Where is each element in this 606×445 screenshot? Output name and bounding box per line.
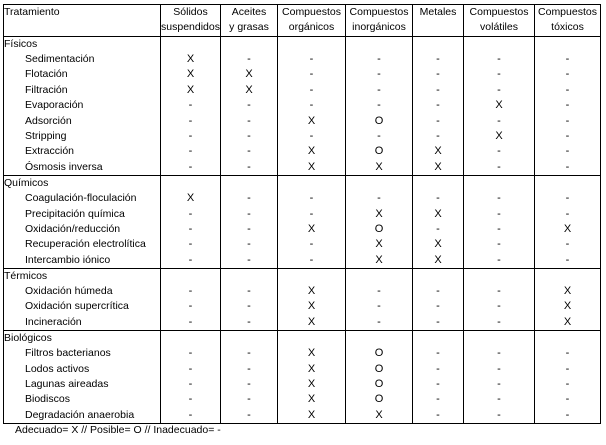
treatment-table (3, 4, 601, 424)
group-block (4, 331, 601, 424)
suitability-mark: - (188, 129, 193, 142)
suitability-mark: - (247, 160, 251, 173)
group-spacer (346, 176, 412, 191)
suitability-mark: - (188, 114, 193, 127)
suitability-mark: - (565, 99, 570, 112)
suitability-mark: - (309, 238, 314, 251)
suitability-mark: - (497, 408, 501, 421)
group-spacer (346, 331, 412, 346)
treatment-name: Filtros bacterianos (25, 347, 111, 360)
header-label-line: Compuestos (538, 6, 597, 18)
header-solidos-suspendidos (161, 5, 221, 37)
group-spacer (535, 269, 600, 284)
suitability-mark: X (563, 222, 572, 235)
suitability-mark: X (307, 378, 316, 391)
suitability-mark: O (374, 114, 384, 127)
header-label-line: volátiles (480, 21, 518, 34)
group-spacer (221, 331, 277, 346)
suitability-mark: - (436, 53, 440, 65)
suitability-mark: - (309, 207, 314, 220)
suitability-mark: X (186, 192, 195, 205)
suitability-mark: - (497, 192, 501, 205)
header-compuestos-inorganicos (346, 5, 413, 37)
treatment-name: Filtración (25, 83, 68, 96)
group-spacer (278, 331, 345, 346)
value-column-cell (535, 331, 601, 424)
group-title: Físicos (4, 38, 38, 50)
suitability-mark: - (497, 68, 501, 81)
value-column-cell (464, 37, 535, 176)
value-column-cell (346, 269, 413, 331)
group-spacer (346, 37, 412, 52)
suitability-mark: X (307, 362, 316, 375)
value-column-cell (278, 331, 346, 424)
group-title: Térmicos (4, 270, 48, 283)
header-compuestos-volatiles (464, 5, 535, 37)
suitability-mark: - (565, 129, 570, 142)
suitability-mark: - (377, 53, 381, 65)
value-column-cell (535, 176, 601, 269)
suitability-mark: X (245, 68, 253, 81)
header-label-line: Compuestos (349, 6, 409, 18)
group-spacer (413, 176, 463, 191)
value-column-cell (464, 331, 535, 424)
suitability-mark: X (375, 238, 383, 251)
suitability-mark: - (247, 207, 251, 220)
header-label-line: orgánicos (288, 21, 335, 34)
value-column-cell (161, 176, 221, 269)
group-spacer (278, 176, 345, 191)
suitability-mark: X (307, 145, 316, 158)
suitability-mark: - (377, 192, 381, 205)
group-spacer (221, 176, 277, 191)
suitability-mark: X (307, 285, 316, 298)
value-column-cell (221, 269, 278, 331)
suitability-mark: - (436, 300, 440, 313)
suitability-mark: X (375, 253, 383, 266)
suitability-mark: - (565, 378, 570, 391)
header-label-line: tóxicos (551, 21, 584, 34)
group-title: Biológicos (4, 332, 52, 345)
group-block (4, 176, 601, 269)
suitability-mark: - (309, 99, 314, 112)
treatment-name: Precipitación química (25, 207, 125, 220)
suitability-mark: - (309, 129, 314, 142)
value-column-cell (413, 37, 464, 176)
value-column-cell (535, 269, 601, 331)
group-name-cell (4, 269, 161, 331)
group-name-cell (4, 176, 161, 269)
header-label-line: Compuestos (469, 6, 529, 18)
group-spacer (346, 269, 412, 284)
suitability-mark: X (495, 129, 503, 142)
group-spacer (464, 331, 534, 346)
suitability-mark: O (374, 222, 384, 235)
header-label-line: Aceites (231, 6, 267, 18)
treatment-name: Lagunas aireadas (25, 378, 109, 391)
suitability-mark: - (565, 393, 570, 406)
value-column-cell (278, 269, 346, 331)
suitability-mark: - (497, 160, 501, 173)
suitability-mark: - (436, 129, 440, 142)
suitability-mark: X (307, 408, 316, 421)
treatment-name: Evaporación (25, 99, 84, 112)
header-compuestos-toxicos (535, 5, 601, 37)
group-spacer (278, 37, 345, 52)
treatment-name: Sedimentación (25, 53, 95, 65)
suitability-mark: X (434, 253, 442, 266)
suitability-mark: - (309, 53, 314, 65)
header-label-line: Compuestos (282, 6, 341, 18)
suitability-mark: X (307, 222, 316, 235)
value-column-cell (346, 37, 413, 176)
suitability-mark: X (375, 408, 383, 421)
suitability-mark: - (247, 347, 251, 360)
suitability-mark: - (188, 238, 193, 251)
treatment-name: Biodiscos (25, 393, 70, 406)
suitability-mark: - (188, 285, 193, 298)
value-column-cell (278, 37, 346, 176)
group-spacer (413, 37, 463, 52)
treatment-matrix (3, 4, 601, 424)
value-column-cell (278, 176, 346, 269)
suitability-mark: X (375, 207, 383, 220)
suitability-mark: - (247, 378, 251, 391)
suitability-mark: - (497, 253, 501, 266)
suitability-mark: - (247, 315, 251, 328)
suitability-mark: X (245, 83, 253, 96)
suitability-mark: - (309, 68, 314, 81)
suitability-mark: - (436, 99, 440, 112)
suitability-mark: - (247, 222, 251, 235)
suitability-mark: - (436, 408, 440, 421)
suitability-mark: - (565, 192, 570, 205)
group-name-cell (4, 37, 161, 176)
header-label-line: Metales (419, 6, 457, 18)
group-name-cell (4, 331, 161, 424)
suitability-mark: - (247, 192, 251, 205)
value-column-cell (161, 37, 221, 176)
suitability-mark: - (377, 83, 381, 96)
suitability-mark: - (436, 315, 440, 328)
suitability-mark: - (247, 300, 251, 313)
header-label-line: y grasas (229, 21, 269, 34)
suitability-mark: - (497, 114, 501, 127)
treatment-name: Coagulación-floculación (25, 192, 137, 205)
suitability-mark: - (377, 68, 381, 81)
suitability-mark: - (377, 315, 381, 328)
suitability-mark: - (188, 207, 193, 220)
value-column-cell (346, 176, 413, 269)
treatment-name: Lodos activos (25, 362, 90, 375)
group-spacer (278, 269, 345, 284)
treatment-name: Incineración (25, 315, 82, 328)
suitability-mark: - (309, 83, 314, 96)
header-label-line: Sólidos (173, 6, 208, 18)
suitability-mark: - (247, 238, 251, 251)
header-aceites-grasas (221, 5, 278, 37)
suitability-mark: - (497, 393, 501, 406)
suitability-mark: X (307, 114, 316, 127)
suitability-mark: X (434, 207, 442, 220)
group-spacer (535, 37, 600, 52)
group-spacer (464, 269, 534, 284)
group-spacer (161, 331, 220, 346)
suitability-mark: - (565, 83, 570, 96)
suitability-mark: X (434, 238, 442, 251)
suitability-mark: X (375, 160, 383, 173)
suitability-mark: - (436, 114, 440, 127)
suitability-mark: - (188, 99, 193, 112)
value-column-cell (221, 331, 278, 424)
suitability-mark: - (188, 300, 193, 313)
suitability-mark: - (497, 222, 501, 235)
group-spacer (161, 176, 220, 191)
value-column-cell (346, 331, 413, 424)
treatment-name: Oxidación húmeda (25, 285, 113, 298)
suitability-mark: - (497, 285, 501, 298)
suitability-mark: - (497, 347, 501, 360)
treatment-name: Recuperación electrolítica (25, 238, 146, 251)
treatment-name: Adsorción (25, 114, 72, 127)
suitability-mark: - (565, 160, 570, 173)
suitability-mark: X (563, 285, 572, 298)
suitability-mark: X (307, 300, 316, 313)
treatment-name: Oxidación/reducción (25, 222, 121, 235)
suitability-mark: X (495, 99, 503, 112)
value-column-cell (221, 37, 278, 176)
header-label-line: suspendidos (161, 21, 220, 34)
suitability-mark: - (247, 408, 251, 421)
suitability-mark: - (565, 68, 570, 81)
suitability-mark: - (247, 362, 251, 375)
suitability-mark: X (563, 300, 572, 313)
suitability-mark: X (434, 145, 442, 158)
group-spacer (535, 176, 600, 191)
group-block (4, 269, 601, 331)
value-column-cell (464, 176, 535, 269)
treatment-name: Ósmosis inversa (25, 160, 103, 173)
suitability-mark: - (247, 99, 251, 112)
value-column-cell (464, 269, 535, 331)
suitability-mark: - (436, 285, 440, 298)
suitability-mark: - (188, 347, 193, 360)
suitability-mark: O (374, 145, 384, 158)
suitability-mark: - (565, 253, 570, 266)
treatment-name: Extracción (25, 145, 75, 158)
suitability-mark: - (565, 145, 570, 158)
header-tratamiento (4, 5, 161, 37)
suitability-mark: - (497, 145, 501, 158)
value-column-cell (413, 176, 464, 269)
suitability-mark: X (434, 160, 442, 173)
suitability-mark: - (497, 238, 501, 251)
group-block (4, 37, 601, 176)
suitability-mark: - (377, 300, 381, 313)
suitability-mark: - (565, 207, 570, 220)
suitability-mark: - (497, 207, 501, 220)
group-spacer (413, 331, 463, 346)
value-column-cell (413, 331, 464, 424)
suitability-mark: - (436, 347, 440, 360)
group-spacer (464, 37, 534, 52)
treatment-name: Flotación (25, 68, 68, 81)
suitability-mark: X (307, 347, 316, 360)
suitability-mark: - (247, 393, 251, 406)
suitability-mark: - (497, 362, 501, 375)
suitability-mark: - (436, 192, 440, 205)
value-column-cell (161, 331, 221, 424)
group-spacer (464, 176, 534, 191)
group-spacer (161, 37, 220, 52)
suitability-mark: O (374, 378, 384, 391)
group-spacer (535, 331, 600, 346)
treatment-name: Stripping (25, 129, 67, 142)
matrix-body (4, 37, 601, 424)
suitability-mark: - (565, 238, 570, 251)
suitability-mark: - (188, 378, 193, 391)
suitability-mark: - (247, 285, 251, 298)
suitability-mark: O (374, 347, 384, 360)
suitability-mark: - (188, 145, 193, 158)
treatment-name: Oxidación supercrítica (25, 300, 129, 313)
suitability-mark: - (565, 53, 570, 65)
suitability-mark: - (247, 129, 251, 142)
header-metales (413, 5, 464, 37)
header-compuestos-organicos (278, 5, 346, 37)
suitability-mark: X (563, 315, 572, 328)
suitability-mark: - (188, 222, 193, 235)
suitability-mark: - (188, 393, 193, 406)
suitability-mark: - (247, 253, 251, 266)
suitability-mark: - (247, 114, 251, 127)
suitability-mark: O (374, 362, 384, 375)
header-label: Tratamiento (4, 6, 60, 18)
group-spacer (161, 269, 220, 284)
suitability-mark: - (188, 315, 193, 328)
suitability-mark: - (309, 253, 314, 266)
suitability-mark: - (565, 347, 570, 360)
suitability-mark: - (497, 53, 501, 65)
suitability-mark: - (565, 114, 570, 127)
value-column-cell (413, 269, 464, 331)
suitability-mark: - (436, 222, 440, 235)
header-label-line: inorgánicos (352, 21, 406, 34)
value-column-cell (221, 176, 278, 269)
suitability-mark: - (436, 393, 440, 406)
suitability-mark: X (307, 315, 316, 328)
suitability-mark: - (188, 362, 193, 375)
suitability-mark: - (377, 129, 381, 142)
suitability-mark: - (377, 99, 381, 112)
suitability-mark: - (188, 253, 193, 266)
suitability-mark: - (188, 408, 193, 421)
header-row (4, 5, 601, 37)
value-column-cell (535, 37, 601, 176)
suitability-mark: - (565, 362, 570, 375)
suitability-mark: O (374, 393, 384, 406)
legend-text: Adecuado= X // Posible= O // Inadecuado= - (15, 424, 221, 436)
suitability-mark: - (497, 300, 501, 313)
suitability-mark: - (247, 145, 251, 158)
suitability-mark: - (247, 53, 251, 65)
suitability-mark: X (186, 53, 195, 65)
suitability-mark: - (497, 378, 501, 391)
group-spacer (221, 37, 277, 52)
suitability-mark: X (307, 160, 316, 173)
group-spacer (413, 269, 463, 284)
suitability-mark: - (377, 285, 381, 298)
suitability-mark: - (436, 378, 440, 391)
suitability-mark: X (307, 393, 316, 406)
suitability-mark: - (497, 83, 501, 96)
value-column-cell (161, 269, 221, 331)
treatment-name: Degradación anaerobia (25, 408, 135, 421)
suitability-mark: - (436, 83, 440, 96)
suitability-mark: - (565, 408, 570, 421)
suitability-mark: - (309, 192, 314, 205)
group-title: Químicos (4, 177, 49, 190)
suitability-mark: - (436, 68, 440, 81)
suitability-mark: X (186, 68, 195, 81)
treatment-name: Intercambio iónico (25, 253, 111, 266)
suitability-mark: X (186, 83, 195, 96)
suitability-mark: - (436, 362, 440, 375)
group-spacer (221, 269, 277, 284)
suitability-mark: - (497, 315, 501, 328)
suitability-mark: - (188, 160, 193, 173)
